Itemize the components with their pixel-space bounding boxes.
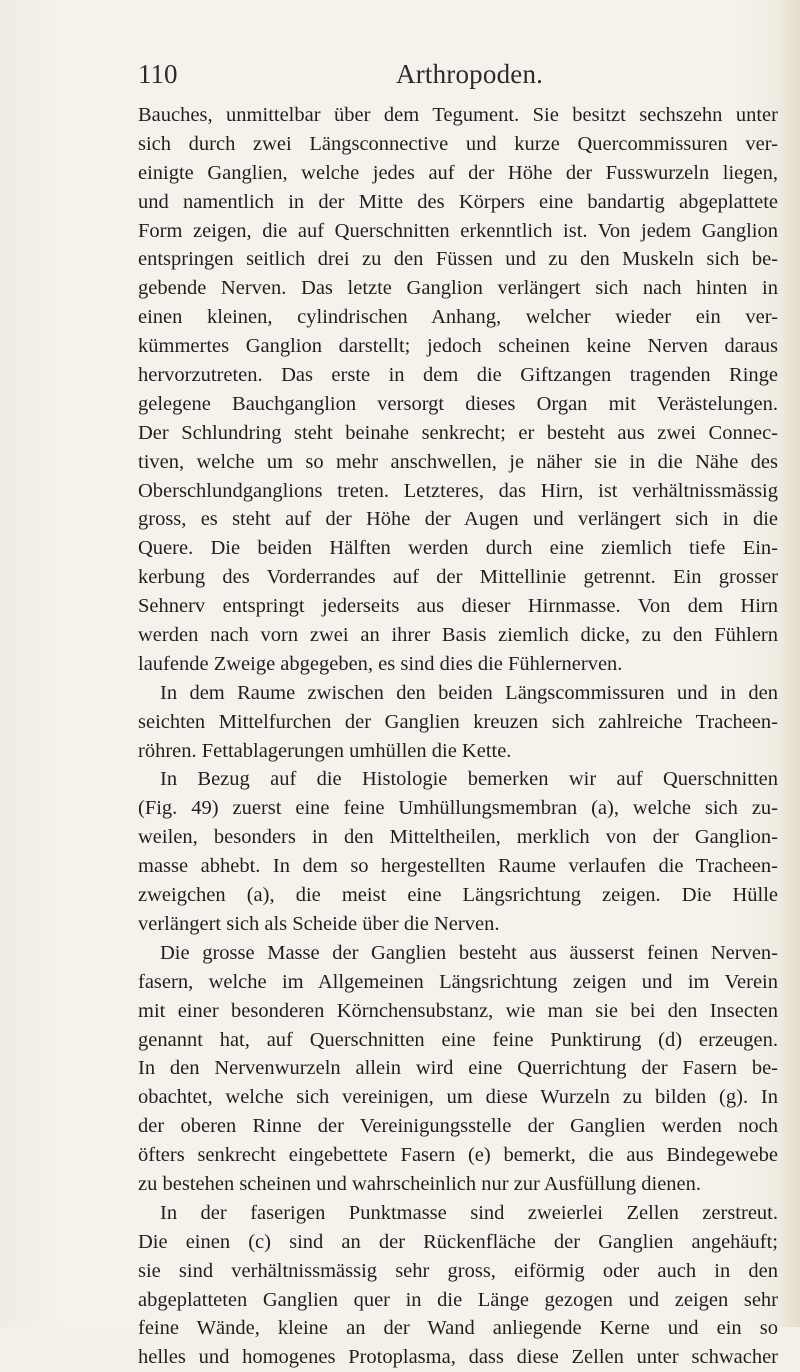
page-edge-shading bbox=[778, 0, 800, 1327]
text-line: Bauches, unmittelbar über dem Tegument. Sie besitzt sechszehn unter bbox=[138, 104, 778, 126]
text-line: sie sind verhältnissmässig sehr gross, eiförmig oder auch in den bbox=[138, 1259, 778, 1282]
text-line: Der Schlundring steht beinahe senkrecht; er besteht aus zwei Connec- bbox=[138, 421, 778, 444]
text-line: laufende Zweige abgegeben, es sind dies die Fühlernerven. bbox=[138, 652, 623, 675]
text-line: mit einer besonderen Körnchensubstanz, wie man sie bei den Insecten bbox=[138, 999, 778, 1022]
text-line: feine Wände, kleine an der Wand anliegende Kerne und ein so bbox=[138, 1317, 778, 1340]
text-line: kümmertes Ganglion darstellt; jedoch scheinen keine Nerven daraus bbox=[138, 335, 778, 358]
text-line: helles und homogenes Protoplasma, dass diese Zellen unter schwacher bbox=[138, 1346, 778, 1369]
text-line: (Fig. 49) zuerst eine feine Umhüllungsmembran (a), welche sich zu- bbox=[138, 797, 778, 820]
body-text bbox=[138, 101, 778, 1372]
page-number: 110 bbox=[138, 59, 178, 89]
text-line: Quere. Die beiden Hälften werden durch eine ziemlich tiefe Ein- bbox=[138, 537, 778, 560]
text-line: zweigchen (a), die meist eine Längsrichtung zeigen. Die Hülle bbox=[138, 884, 778, 907]
text-line: genannt hat, auf Querschnitten eine feine Punktirung (d) erzeugen. bbox=[138, 1028, 778, 1051]
text-line: Form zeigen, die auf Querschnitten erkenntlich ist. Von jedem Ganglion bbox=[138, 219, 778, 242]
text-line: sich durch zwei Längsconnective und kurze Quercommissuren ver- bbox=[138, 132, 778, 155]
text-line: öfters senkrecht eingebettete Fasern (e) bemerkt, die aus Bindegewebe bbox=[138, 1144, 778, 1167]
text-line: In Bezug auf die Histologie bemerken wir auf Querschnitten bbox=[160, 768, 778, 791]
text-line: verlängert sich als Scheide über die Nerven. bbox=[138, 912, 500, 935]
text-line: fasern, welche im Allgemeinen Längsrichtung zeigen und im Verein bbox=[138, 970, 778, 993]
text-line: hervorzutreten. Das erste in dem die Giftzangen tragenden Ringe bbox=[138, 364, 778, 387]
text-line: röhren. Fettablagerungen umhüllen die Kette. bbox=[138, 739, 512, 762]
text-line: seichten Mittelfurchen der Ganglien kreuzen sich zahlreiche Tracheen- bbox=[138, 710, 778, 733]
text-line: gross, es steht auf der Höhe der Augen und verlängert sich in die bbox=[138, 508, 778, 531]
text-line: werden nach vorn zwei an ihrer Basis ziemlich dicke, zu den Fühlern bbox=[138, 624, 778, 647]
text-line: einen kleinen, cylindrischen Anhang, welcher wieder ein ver- bbox=[138, 306, 778, 329]
text-line: In den Nervenwurzeln allein wird eine Querrichtung der Fasern be- bbox=[138, 1057, 778, 1080]
text-line: In dem Raume zwischen den beiden Längscommissuren und in den bbox=[160, 681, 778, 704]
text-line: einigte Ganglien, welche jedes auf der Höhe der Fusswurzeln liegen, bbox=[138, 161, 778, 184]
text-line: Oberschlundganglions treten. Letzteres, das Hirn, ist verhältnissmässig bbox=[138, 479, 778, 502]
text-line: gebende Nerven. Das letzte Ganglion verlängert sich nach hinten in bbox=[138, 277, 778, 300]
text-line: tiven, welche um so mehr anschwellen, je näher sie in die Nähe des bbox=[138, 450, 778, 473]
running-title: Arthropoden. bbox=[396, 59, 544, 89]
text-line: Die einen (c) sind an der Rückenfläche der Ganglien angehäuft; bbox=[138, 1230, 778, 1253]
text-line: weilen, besonders in den Mitteltheilen, merklich von der Ganglion- bbox=[138, 826, 778, 849]
text-line: kerbung des Vorderrandes auf der Mittellinie getrennt. Ein grosser bbox=[138, 566, 778, 589]
text-line: masse abhebt. In dem so hergestellten Raume verlaufen die Tracheen- bbox=[138, 855, 778, 878]
text-line: Die grosse Masse der Ganglien besteht aus äusserst feinen Nerven- bbox=[160, 941, 778, 964]
text-line: der oberen Rinne der Vereinigungsstelle der Ganglien werden noch bbox=[138, 1115, 778, 1138]
text-line: gelegene Bauchganglion versorgt dieses Organ mit Verästelungen. bbox=[138, 392, 778, 415]
text-line: zu bestehen scheinen und wahrscheinlich nur zur Ausfüllung dienen. bbox=[138, 1172, 702, 1195]
page-header bbox=[138, 56, 778, 96]
text-line: Sehnerv entspringt jederseits aus dieser Hirnmasse. Von dem Hirn bbox=[138, 595, 778, 618]
text-line: obachtet, welche sich vereinigen, um diese Wurzeln zu bilden (g). In bbox=[138, 1086, 778, 1109]
text-line: abgeplatteten Ganglien quer in die Länge gezogen und zeigen sehr bbox=[138, 1288, 778, 1311]
text-line: entspringen seitlich drei zu den Füssen und zu den Muskeln sich be- bbox=[138, 248, 778, 271]
text-line: In der faserigen Punktmasse sind zweierlei Zellen zerstreut. bbox=[160, 1201, 778, 1224]
text-line: und namentlich in der Mitte des Körpers eine bandartig abgeplattete bbox=[138, 190, 778, 213]
